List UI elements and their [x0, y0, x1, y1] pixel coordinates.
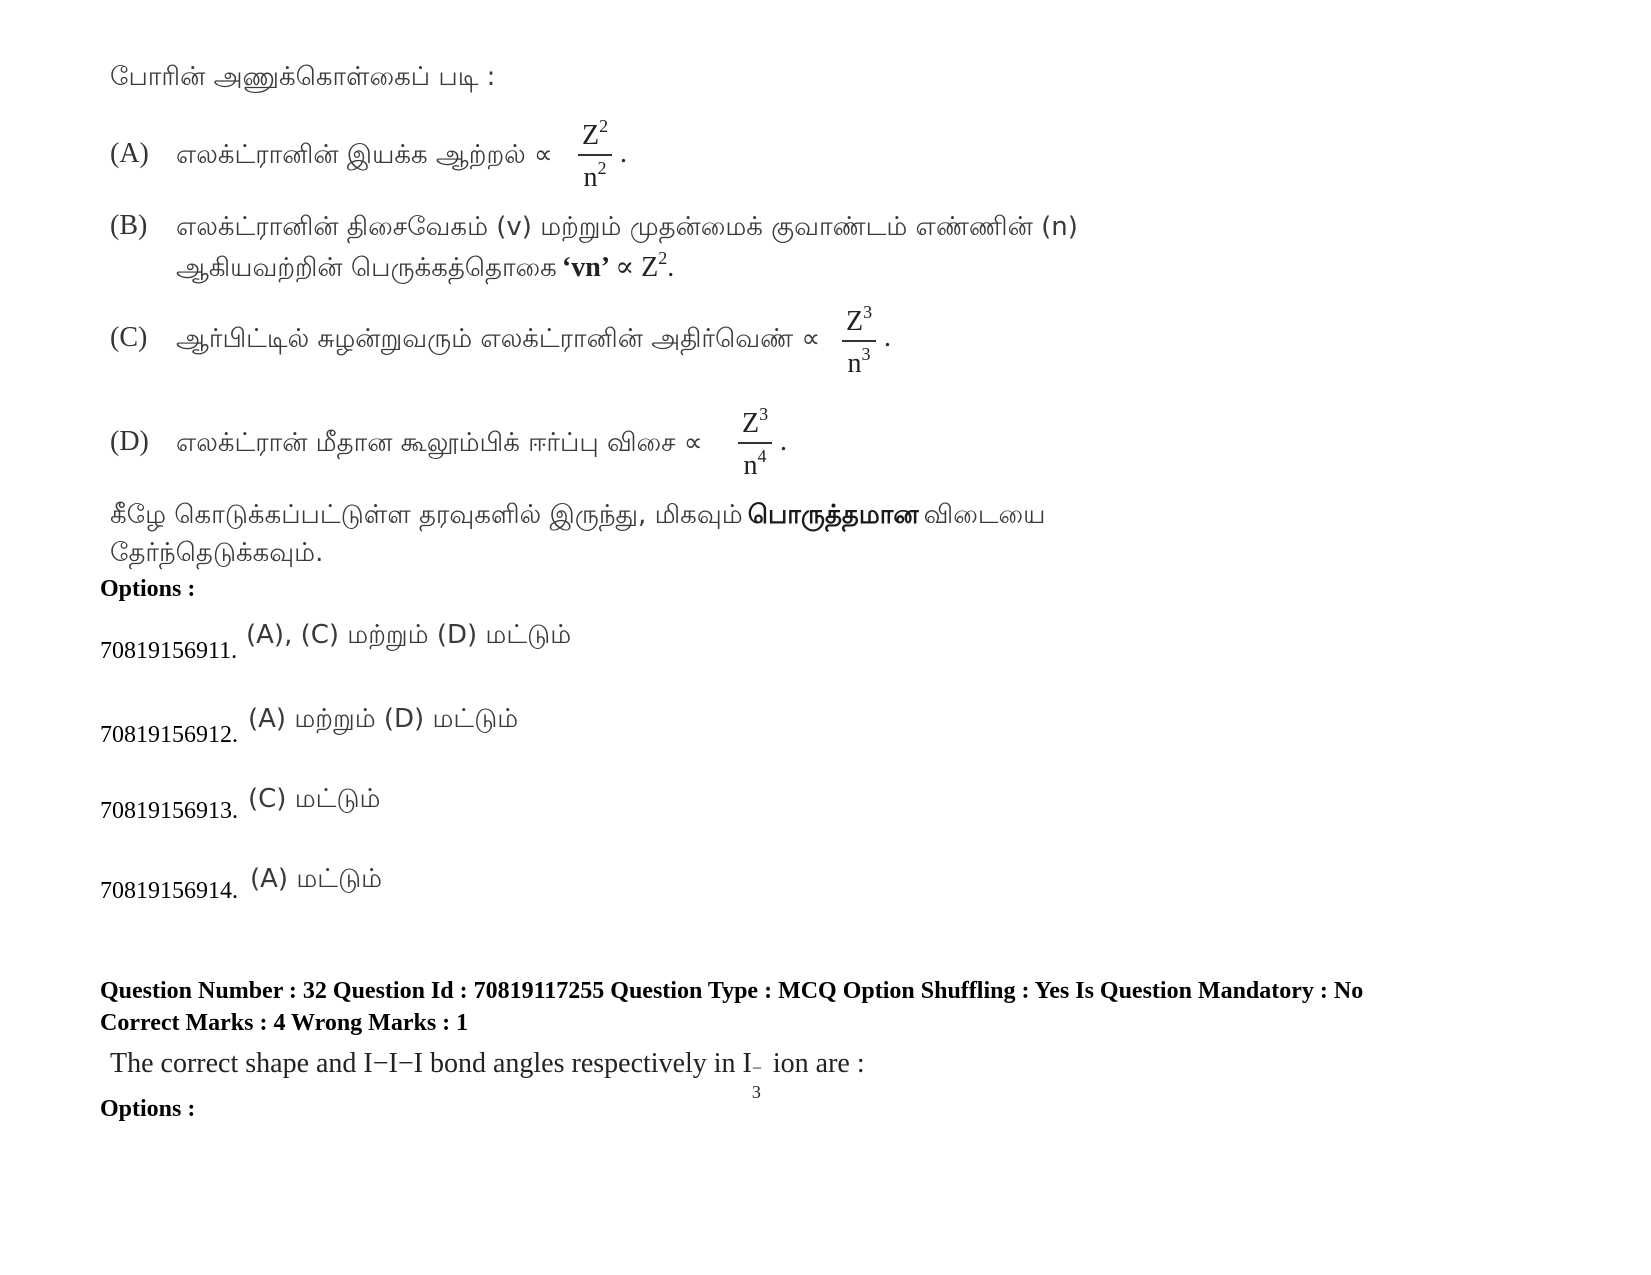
statement-d-period: .: [780, 426, 787, 457]
statement-b-line1: எலக்ட்ரானின் திசைவேகம் (v) மற்றும் முதன்மைக் குவாண்டம் எண்ணின் (n): [176, 212, 1078, 242]
statement-a-period: .: [620, 138, 627, 169]
statement-a-label: (A): [110, 138, 149, 169]
instruction-line2: தேர்ந்தெடுக்கவும்.: [110, 538, 324, 568]
option-text-2: (A) மற்றும் (D) மட்டும்: [248, 704, 519, 734]
question-meta-line2: Correct Marks : 4 Wrong Marks : 1: [100, 1010, 469, 1036]
question-32-text: The correct shape and I−I−I bond angles respectively in I − 3 ion are :: [110, 1048, 865, 1102]
statement-d-fraction: $\frac{Z^3}{n^4}$: [738, 404, 772, 482]
intro-text: போரின் அணுக்கொள்கைப் படி :: [110, 62, 496, 92]
option-text-4: (A) மட்டும்: [250, 864, 383, 894]
statement-a-fraction: $\frac{Z^2}{n^2}$: [578, 116, 612, 194]
statement-d-text: எலக்ட்ரான் மீதான கூலூம்பிக் ஈர்ப்பு விசை ∝: [176, 428, 703, 458]
statement-c-fraction: $\frac{Z^3}{n^3}$: [842, 302, 876, 380]
statement-c-period: .: [884, 322, 891, 353]
statement-d-label: (D): [110, 426, 149, 457]
option-id-1: 70819156911.: [100, 638, 238, 664]
option-id-3: 70819156913.: [100, 798, 238, 824]
instruction-line1: கீழே கொடுக்கப்பட்டுள்ள தரவுகளில் இருந்து, மிகவும் பொருத்தமான விடையை: [110, 500, 1046, 530]
option-text-1: (A), (C) மற்றும் (D) மட்டும்: [246, 620, 572, 650]
options-heading: Options :: [100, 576, 196, 602]
option-id-4: 70819156914.: [100, 878, 238, 904]
statement-a-text: எலக்ட்ரானின் இயக்க ஆற்றல் ∝: [176, 140, 553, 170]
question-meta-line1: Question Number : 32 Question Id : 70819117255 Question Type : MCQ Option Shuffling : Yes Is Question Mandatory : No: [100, 978, 1364, 1004]
option-text-3: (C) மட்டும்: [248, 784, 381, 814]
option-id-2: 70819156912.: [100, 722, 238, 748]
statement-b-label: (B): [110, 210, 148, 241]
options-heading-2: Options :: [100, 1096, 196, 1122]
statement-c-label: (C): [110, 322, 148, 353]
statement-c-text: ஆர்பிட்டில் சுழன்றுவரும் எலக்ட்ரானின் அதிர்வெண் ∝: [176, 324, 821, 354]
statement-b-line2: ஆகியவற்றின் பெருக்கத்தொகை ‘vn’ ∝ $Z^2$.: [176, 248, 675, 283]
